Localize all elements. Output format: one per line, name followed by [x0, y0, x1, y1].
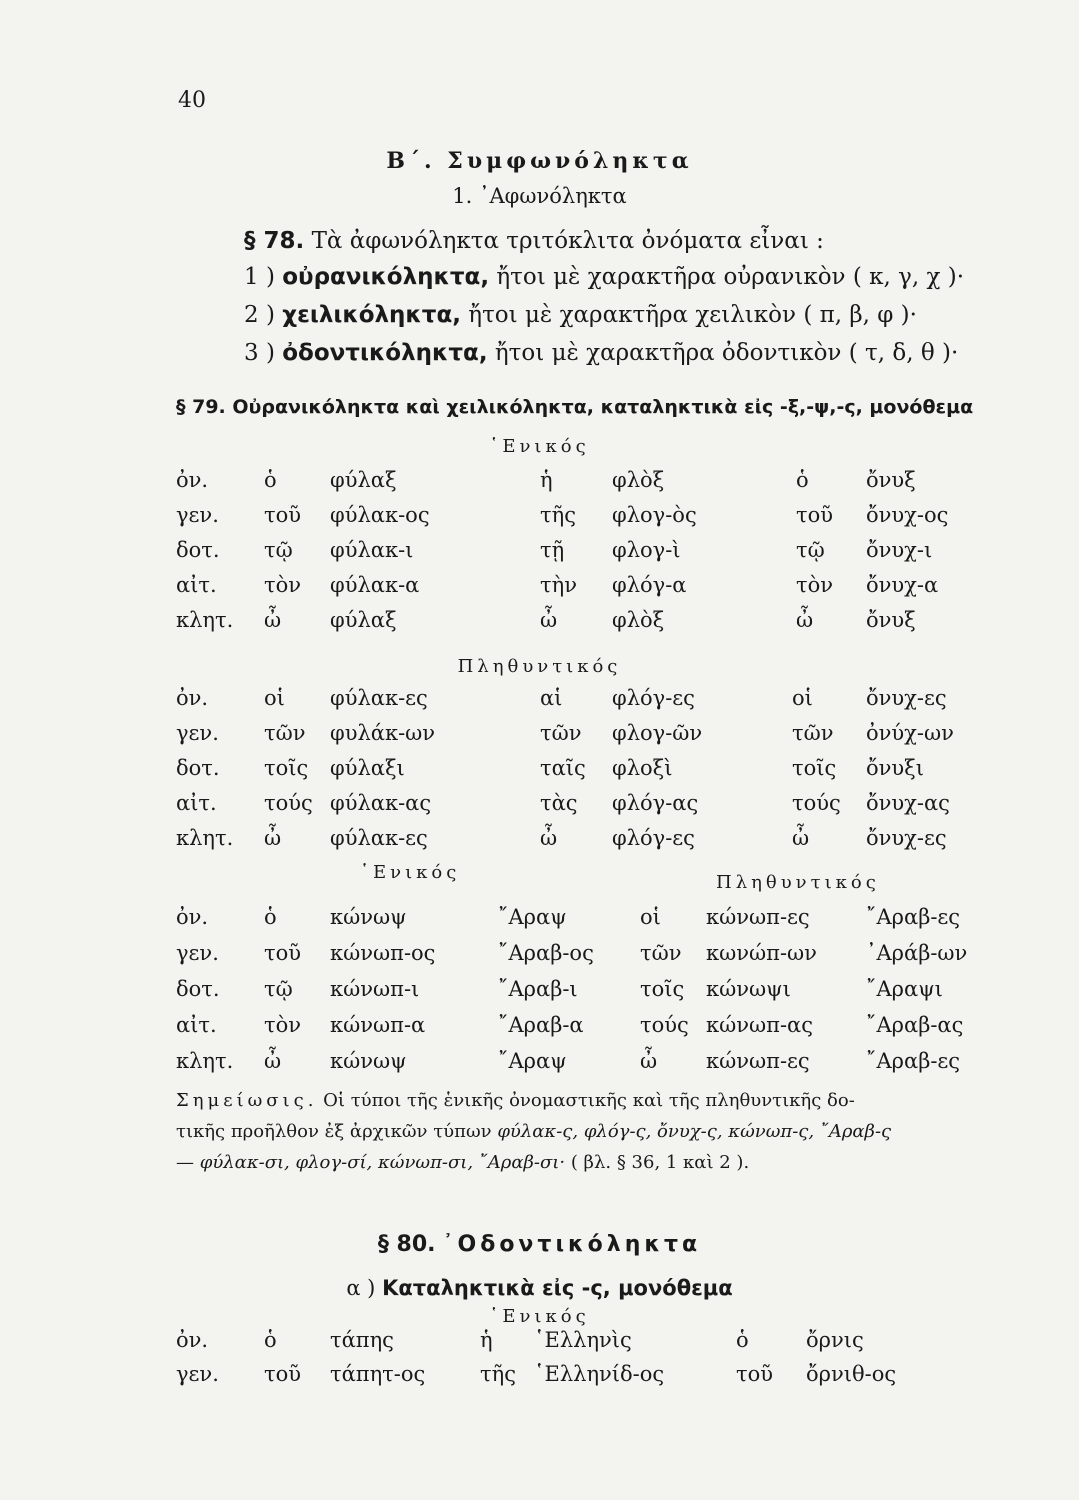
case-label: δοτ.	[176, 977, 220, 1001]
table-cell: τῶν	[264, 721, 306, 745]
table-cell: φύλακ-ες	[330, 686, 428, 710]
table-cell: οἱ	[792, 686, 813, 710]
table-cell: ῎Αραβ-α	[498, 1013, 584, 1037]
table-cell: τοῦ	[264, 941, 302, 965]
table-cell: ταῖς	[540, 756, 586, 780]
table-cell: κώνωψι	[706, 977, 791, 1001]
list-number: 2 )	[244, 302, 275, 328]
table-cell: τῆς	[480, 1362, 516, 1386]
table-cell: ὁ	[264, 468, 277, 492]
table-cell: ὄνυξ	[866, 608, 916, 632]
table-cell: τοῖς	[264, 756, 309, 780]
table-cell: κώνωπ-ας	[706, 1013, 813, 1037]
table-cell: τὴν	[540, 573, 577, 597]
table-cell: τούς	[264, 791, 313, 815]
table-cell: ὄνυχ-α	[866, 573, 939, 597]
list-number: 1 )	[244, 264, 275, 290]
table-cell: τούς	[792, 791, 841, 815]
case-label: γεν.	[176, 1362, 219, 1386]
note-line	[176, 1152, 749, 1173]
table-cell: ὁ	[264, 1328, 277, 1352]
case-label: κλητ.	[176, 608, 234, 632]
table-cell: τῷ	[796, 538, 825, 562]
singular-label: ῾Ενικός	[489, 1306, 590, 1327]
table-cell: τῷ	[264, 538, 293, 562]
subsection-a-label: α )	[346, 1276, 376, 1300]
table-cell: κώνωψ	[330, 1049, 407, 1073]
table-cell: τοῦ	[264, 1362, 302, 1386]
table-cell: τάπητ-ος	[330, 1362, 426, 1386]
section-80-title: ᾿Οδοντικόληκτα	[442, 1232, 702, 1257]
table-cell: ῎Αραβ-ος	[498, 941, 594, 965]
note-text: τικῆς προῆλθον ἐξ ἀρχικῶν τύπων	[176, 1121, 492, 1142]
table-cell: τῷ	[264, 977, 293, 1001]
case-label: δοτ.	[176, 538, 220, 562]
list-item	[244, 302, 917, 328]
table-cell: ὄνυξ	[866, 468, 916, 492]
table-cell: τὸν	[264, 573, 302, 597]
table-cell: τὸν	[796, 573, 834, 597]
list-term: ὀδοντικόληκτα,	[282, 340, 488, 366]
table-cell: ῾Ελληνίδ-ος	[534, 1362, 665, 1386]
table-cell: κώνωψ	[330, 905, 407, 929]
page-number: 40	[178, 88, 206, 113]
note-forms: — φύλακ-σι, φλογ-σί, κώνωπ-σι, ῎Αραβ-σι·	[176, 1152, 566, 1173]
table-cell: οἱ	[264, 686, 285, 710]
table-cell: φύλακ-ος	[330, 503, 430, 527]
table-cell: ὄνυχ-ας	[866, 791, 950, 815]
table-cell: φύλαξ	[330, 468, 397, 492]
table-cell: φλόγ-ας	[612, 791, 699, 815]
table-cell: φλόγ-ες	[612, 826, 695, 850]
table-cell: φλοξὶ	[612, 756, 673, 780]
table-cell: κώνωπ-ι	[330, 977, 420, 1001]
table-cell: ὦ	[264, 1049, 282, 1073]
table-cell: φλογ-ῶν	[612, 721, 703, 745]
table-cell: τῶν	[540, 721, 582, 745]
table-cell: ὀνύχ-ων	[866, 721, 954, 745]
table-cell: ῎Αραψ	[498, 1049, 567, 1073]
table-cell: φλογ-ὶ	[612, 538, 681, 562]
note-label: Σημείωσις.	[176, 1090, 318, 1111]
case-label: γεν.	[176, 721, 219, 745]
table-cell: ὄνυχ-ος	[866, 503, 949, 527]
table-cell: κώνωπ-ες	[706, 1049, 810, 1073]
table-cell: ῎Αραβ-ες	[866, 905, 961, 929]
table-cell: ὦ	[540, 608, 558, 632]
table-cell: ῎Αραβ-ι	[498, 977, 578, 1001]
table-cell: τούς	[640, 1013, 689, 1037]
note-forms: φύλακ-ς, φλόγ-ς, ὄνυχ-ς, κώνωπ-ς, ῎Αραβ-ς	[497, 1121, 892, 1142]
table-cell: φλὸξ	[612, 608, 665, 632]
case-label: αἰτ.	[176, 791, 217, 815]
table-cell: ὦ	[264, 608, 282, 632]
table-cell: ὄνυχ-ες	[866, 826, 947, 850]
list-term: χειλικόληκτα,	[282, 302, 461, 328]
table-cell: ὄρνις	[806, 1328, 864, 1352]
table-cell: φύλακ-ι	[330, 538, 414, 562]
table-cell: ὁ	[264, 905, 277, 929]
list-item	[244, 340, 958, 366]
list-term: οὐρανικόληκτα,	[282, 264, 490, 290]
subsection-a-text: Καταληκτικὰ εἰς -ς, μονόθεμα	[382, 1276, 733, 1300]
case-label: δοτ.	[176, 756, 220, 780]
case-label: ὀν.	[176, 468, 209, 492]
note-ref: ( βλ. § 36, 1 καὶ 2 ).	[570, 1152, 750, 1173]
table-cell: κώνωπ-ος	[330, 941, 436, 965]
table-cell: τὸν	[264, 1013, 302, 1037]
section-78	[244, 228, 824, 254]
case-label: ὀν.	[176, 686, 209, 710]
table-cell: τῶν	[792, 721, 834, 745]
section-78-text: Τὰ ἀφωνόληκτα τριτόκλιτα ὀνόματα εἶναι :	[311, 228, 824, 254]
case-label: κλητ.	[176, 826, 234, 850]
note-text: Οἱ τύποι τῆς ἑνικῆς ὀνομαστικῆς καὶ τῆς πληθυντικῆς δο-	[323, 1090, 855, 1111]
table-cell: τὰς	[540, 791, 578, 815]
table-cell: φυλάκ-ων	[330, 721, 436, 745]
table-cell: ῎Αραψι	[866, 977, 943, 1001]
table-cell: οἱ	[640, 905, 661, 929]
table-cell: ὦ	[792, 826, 810, 850]
subsection-heading: 1. ᾿Αφωνόληκτα	[452, 184, 627, 208]
table-cell: κώνωπ-ες	[706, 905, 810, 929]
singular-label: ῾Ενικός	[360, 862, 461, 883]
list-desc: ἤτοι μὲ χαρακτῆρα ὀδοντικὸν ( τ, δ, θ )·	[494, 340, 959, 366]
table-cell: ὄνυχ-ες	[866, 686, 947, 710]
table-cell: ὁ	[736, 1328, 749, 1352]
table-cell: φύλακ-ας	[330, 791, 432, 815]
table-cell: αἱ	[540, 686, 563, 710]
table-cell: τοῦ	[264, 503, 302, 527]
table-cell: ῾Ελληνὶς	[534, 1328, 632, 1352]
case-label: γεν.	[176, 941, 219, 965]
section-80-number: § 80.	[377, 1232, 436, 1257]
table-cell: ᾿Αράβ-ων	[866, 941, 968, 965]
table-cell: ὄνυχ-ι	[866, 538, 933, 562]
table-cell: τῆς	[540, 503, 576, 527]
plural-label: Πληθυντικός	[716, 872, 880, 893]
table-cell: φλὸξ	[612, 468, 665, 492]
case-label: αἰτ.	[176, 1013, 217, 1037]
table-cell: φλόγ-ες	[612, 686, 695, 710]
list-number: 3 )	[244, 340, 275, 366]
plural-label: Πληθυντικός	[457, 656, 622, 677]
table-cell: ἡ	[480, 1328, 493, 1352]
table-cell: τῶν	[640, 941, 682, 965]
table-cell: ὁ	[796, 468, 809, 492]
case-label: αἰτ.	[176, 573, 217, 597]
list-item	[244, 264, 964, 290]
table-cell: ὦ	[796, 608, 814, 632]
table-cell: τοῦ	[736, 1362, 774, 1386]
table-cell: ἡ	[540, 468, 553, 492]
table-cell: φλόγ-α	[612, 573, 687, 597]
list-desc: ἤτοι μὲ χαρακτῆρα οὐρανικὸν ( κ, γ, χ )·	[496, 264, 965, 290]
table-cell: ὦ	[540, 826, 558, 850]
table-cell: ῎Αραβ-ες	[866, 1049, 961, 1073]
table-cell: φλογ-ὸς	[612, 503, 697, 527]
table-cell: τάπης	[330, 1328, 394, 1352]
case-label: κλητ.	[176, 1049, 234, 1073]
section-heading: Β΄. Συμφωνόληκτα	[386, 148, 693, 174]
table-cell: ῎Αραβ-ας	[866, 1013, 964, 1037]
table-cell: φύλαξι	[330, 756, 405, 780]
subsection-a-heading	[0, 1276, 1079, 1300]
list-desc: ἤτοι μὲ χαρακτῆρα χειλικὸν ( π, β, φ )·	[468, 302, 917, 328]
table-cell: ὄνυξι	[866, 756, 924, 780]
table-cell: φύλακ-ες	[330, 826, 428, 850]
table-cell: κωνώπ-ων	[706, 941, 817, 965]
table-cell: τῇ	[540, 538, 565, 562]
section-78-number: § 78.	[244, 228, 305, 254]
table-cell: ὦ	[640, 1049, 658, 1073]
table-cell: τοῖς	[792, 756, 837, 780]
table-cell: φύλακ-α	[330, 573, 420, 597]
table-cell: ὄρνιθ-ος	[806, 1362, 897, 1386]
note-line	[176, 1090, 855, 1111]
table-cell: φύλαξ	[330, 608, 397, 632]
table-cell: ῎Αραψ	[498, 905, 567, 929]
case-label: γεν.	[176, 503, 219, 527]
case-label: ὀν.	[176, 905, 209, 929]
table-cell: κώνωπ-α	[330, 1013, 426, 1037]
section-80-heading	[0, 1232, 1079, 1257]
singular-label: ῾Ενικός	[489, 436, 590, 457]
table-cell: ὦ	[264, 826, 282, 850]
note-line	[176, 1121, 891, 1142]
case-label: ὀν.	[176, 1328, 209, 1352]
table-cell: τοῦ	[796, 503, 834, 527]
table-cell: τοῖς	[640, 977, 685, 1001]
section-79-heading: § 79. Οὐρανικόληκτα καὶ χειλικόληκτα, καταληκτικὰ εἰς -ξ,-ψ,-ς, μονόθεμα	[176, 396, 974, 418]
